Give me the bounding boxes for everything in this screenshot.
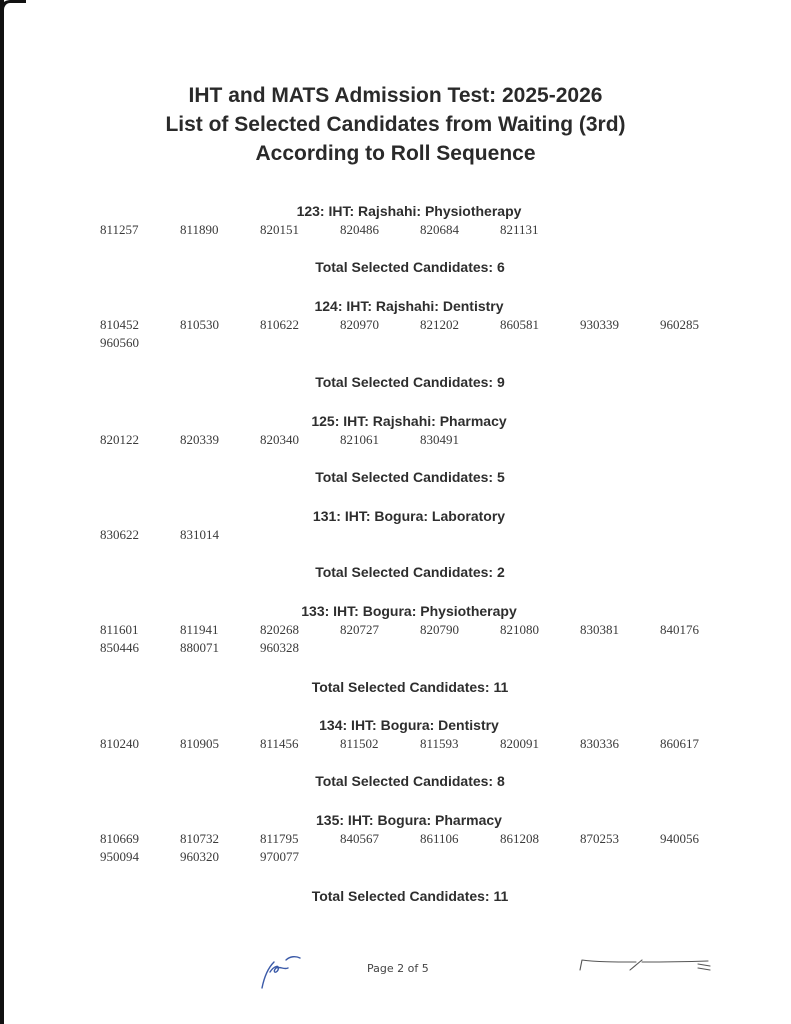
section-heading: 134: IHT: Bogura: Dentistry	[319, 717, 499, 733]
section-heading: 123: IHT: Rajshahi: Physiotherapy	[296, 203, 522, 219]
scan-corner	[0, 0, 26, 10]
section-total: Total Selected Candidates: 9	[315, 374, 505, 390]
roll-number: 830622	[100, 527, 139, 542]
roll-number: 960285	[660, 317, 699, 332]
roll-number: 811601	[100, 622, 139, 637]
roll-number: 810622	[260, 317, 299, 332]
section-heading: 125: IHT: Rajshahi: Pharmacy	[311, 413, 507, 429]
roll-number: 821202	[420, 317, 459, 332]
roll-number: 820122	[100, 432, 139, 447]
roll-number: 820151	[260, 222, 299, 237]
roll-number: 940056	[660, 831, 699, 846]
roll-number: 861208	[500, 831, 539, 846]
title-line-3: According to Roll Sequence	[255, 142, 536, 165]
roll-number: 860617	[660, 736, 699, 751]
roll-number: 810905	[180, 736, 219, 751]
roll-number: 820970	[340, 317, 379, 332]
roll-list	[100, 316, 720, 352]
roll-number: 821080	[500, 622, 539, 637]
roll-number: 811257	[100, 222, 139, 237]
roll-list	[100, 621, 720, 657]
roll-number: 870253	[580, 831, 619, 846]
roll-number: 820486	[340, 222, 379, 237]
roll-number: 820340	[260, 432, 299, 447]
section-134	[100, 716, 720, 796]
roll-number: 950094	[100, 849, 139, 864]
roll-number: 820684	[420, 222, 459, 237]
signature-right	[576, 954, 716, 980]
roll-number: 810530	[180, 317, 219, 332]
roll-number: 831014	[180, 527, 219, 542]
roll-list	[100, 735, 720, 753]
roll-number: 811593	[420, 736, 459, 751]
roll-number: 880071	[180, 640, 219, 655]
roll-number: 960328	[260, 640, 299, 655]
section-total: Total Selected Candidates: 8	[315, 773, 505, 789]
roll-number: 810732	[180, 831, 219, 846]
section-total: Total Selected Candidates: 2	[315, 564, 505, 580]
title-line-2: List of Selected Candidates from Waiting (3rd)	[165, 113, 626, 136]
roll-number: 811890	[180, 222, 219, 237]
section-total: Total Selected Candidates: 11	[311, 679, 509, 695]
roll-number: 960560	[100, 335, 139, 350]
roll-number: 840567	[340, 831, 379, 846]
roll-list	[100, 526, 720, 544]
roll-number: 830336	[580, 736, 619, 751]
section-total: Total Selected Candidates: 6	[315, 259, 505, 275]
roll-list	[100, 830, 720, 866]
page-number: Page 2 of 5	[367, 962, 429, 975]
roll-number: 850446	[100, 640, 139, 655]
roll-number: 820339	[180, 432, 219, 447]
section-131	[100, 507, 720, 587]
roll-number: 930339	[580, 317, 619, 332]
roll-number: 811502	[340, 736, 379, 751]
roll-list	[100, 431, 720, 449]
roll-number: 810240	[100, 736, 139, 751]
roll-number: 810669	[100, 831, 139, 846]
section-total: Total Selected Candidates: 11	[311, 888, 509, 904]
roll-number: 861106	[420, 831, 459, 846]
roll-number: 811941	[180, 622, 219, 637]
roll-number: 820790	[420, 622, 459, 637]
roll-number: 830491	[420, 432, 459, 447]
section-133	[100, 602, 720, 702]
roll-number: 821061	[340, 432, 379, 447]
roll-number: 811456	[260, 736, 299, 751]
roll-number: 811795	[260, 831, 299, 846]
roll-number: 820268	[260, 622, 299, 637]
section-total: Total Selected Candidates: 5	[315, 469, 505, 485]
roll-number: 821131	[500, 222, 539, 237]
roll-number: 970077	[260, 849, 299, 864]
roll-number: 820091	[500, 736, 539, 751]
roll-list	[100, 221, 720, 239]
signature-left	[258, 950, 308, 992]
roll-number: 840176	[660, 622, 699, 637]
roll-number: 830381	[580, 622, 619, 637]
roll-number: 820727	[340, 622, 379, 637]
roll-number: 810452	[100, 317, 139, 332]
section-heading: 131: IHT: Bogura: Laboratory	[312, 508, 506, 524]
document-header	[0, 81, 791, 168]
title-line-1: IHT and MATS Admission Test: 2025-2026	[188, 84, 603, 107]
section-heading: 124: IHT: Rajshahi: Dentistry	[314, 298, 504, 314]
roll-number: 960320	[180, 849, 219, 864]
section-125	[100, 412, 720, 492]
section-heading: 133: IHT: Bogura: Physiotherapy	[301, 603, 517, 619]
roll-number: 860581	[500, 317, 539, 332]
section-124	[100, 297, 720, 397]
section-123	[100, 202, 720, 282]
section-heading: 135: IHT: Bogura: Pharmacy	[316, 812, 502, 828]
section-135	[100, 811, 720, 911]
